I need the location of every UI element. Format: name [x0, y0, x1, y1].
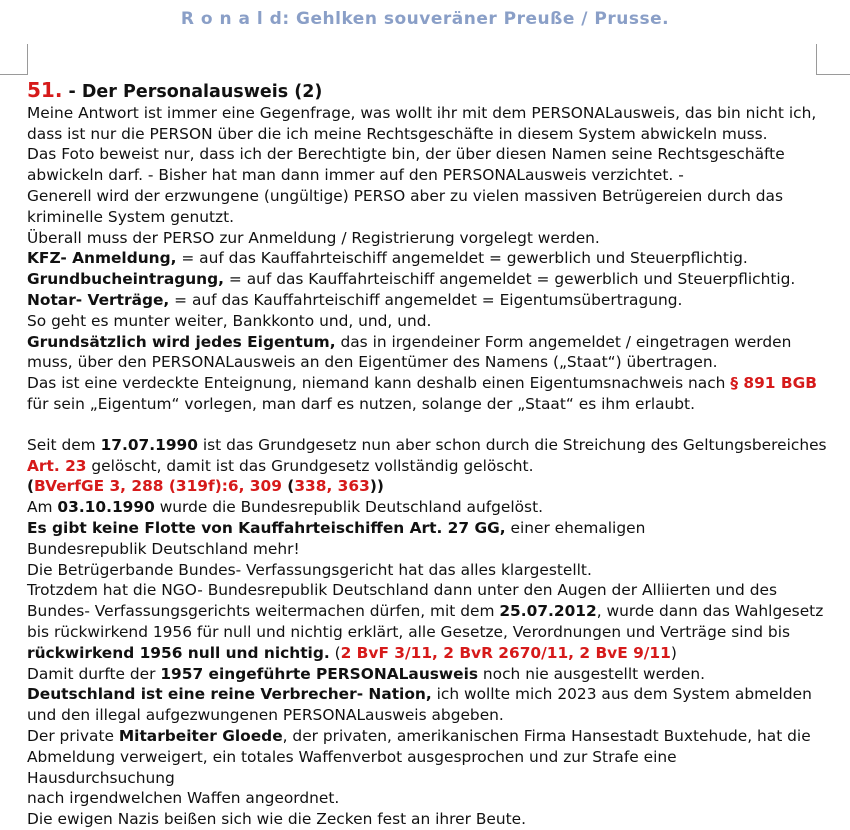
text-span: ))	[369, 477, 384, 496]
chapter-number: 51.	[27, 78, 63, 102]
text-line: Überall muss der PERSO zur Anmeldung / Registrierung vorgelegt werden.	[27, 228, 600, 247]
text-line	[27, 643, 827, 664]
text-line	[27, 518, 827, 539]
text-span: Das ist eine verdeckte Enteignung, niemand kann deshalb einen Eigentumsnachweis nach	[27, 374, 731, 393]
chapter-heading	[27, 80, 827, 103]
text-span: noch nie ausgestellt werden.	[478, 664, 706, 683]
bold-phrase: Mitarbeiter Gloede	[118, 726, 283, 745]
court-citation: 2 BvF 3/11, 2 BvR 2670/11, 2 BvE 9/11	[340, 643, 671, 662]
text-line: So geht es munter weiter, Bankkonto und, und, und.	[27, 311, 432, 330]
bold-phrase: KFZ- Anmeldung,	[27, 249, 177, 268]
text-line: und den illegal aufgezwungenen PERSONALausweis abgeben.	[27, 706, 504, 725]
text-line	[27, 248, 827, 269]
text-line: Meine Antwort ist immer eine Gegenfrage, was wollt ihr mit dem PERSONALausweis, das bin nicht ich,	[27, 103, 817, 122]
text-span: ist das Grundgesetz nun aber schon durch die Streichung des Geltungsbereiches	[197, 435, 827, 454]
text-span: wurde die Bundesrepublik Deutschland aufgelöst.	[154, 498, 544, 517]
bold-phrase: rückwirkend 1956 null und nichtig.	[27, 643, 330, 662]
text-span: (	[329, 643, 341, 662]
text-line: Die ewigen Nazis beißen sich wie die Zecken fest an ihrer Beute.	[27, 810, 527, 829]
text-line	[27, 332, 827, 353]
law-reference: § 891 BGB	[730, 374, 817, 393]
text-span: , wurde dann das Wahlgesetz	[596, 602, 824, 621]
court-citation: BVerfGE 3, 288 (319f):6, 309	[34, 477, 282, 496]
text-line: Abmeldung verweigert, ein totales Waffenverbot ausgesprochen und zur Strafe eine Hausdurchsuchung	[27, 747, 677, 787]
text-span: (	[281, 477, 295, 496]
text-line: bis rückwirkend 1956 für null und nichtig erklärt, alle Gesetze, Verordnungen und Verträge sind bis	[27, 622, 790, 641]
text-line: Trotzdem hat die NGO- Bundesrepublik Deutschland dann unter den Augen der Alliierten und des	[27, 581, 777, 600]
crop-mark-left-vertical	[27, 44, 28, 75]
paragraph-gap	[27, 415, 827, 435]
text-line: Generell wird der erzwungene (ungültige) PERSO aber zu vielen massiven Betrügereien durch das	[27, 186, 784, 205]
bold-phrase: Deutschland ist eine reine Verbrecher- Nation,	[27, 685, 432, 704]
text-line: muss, über den PERSONALausweis an den Eigentümer des Namens („Staat“) übertragen.	[27, 353, 718, 372]
text-line	[27, 435, 827, 456]
text-line	[27, 290, 827, 311]
text-line	[27, 269, 827, 290]
text-span: Seit dem	[27, 435, 101, 454]
text-line: für sein „Eigentum“ vorlegen, man darf es nutzen, solange der „Staat“ es ihm erlaubt.	[27, 394, 695, 413]
chapter-title: - Der Personalausweis (2)	[68, 82, 323, 102]
court-citation: 338, 363	[294, 477, 370, 496]
crop-mark-right-vertical	[816, 44, 817, 75]
text-line: Das Foto beweist nur, dass ich der Berechtigte bin, der über diesen Namen seine Rechtsgeschäfte	[27, 145, 785, 164]
text-span: , der privaten, amerikanischen Firma Hansestadt Buxtehude, hat die	[282, 726, 811, 745]
text-line	[27, 664, 827, 685]
bold-phrase: Grundbucheintragung,	[27, 270, 225, 289]
text-span: Am	[27, 498, 58, 517]
text-span: )	[670, 643, 677, 662]
text-span: = auf das Kauffahrteischiff angemeldet = Eigentumsübertragung.	[169, 290, 683, 309]
crop-mark-left-horizontal	[0, 74, 28, 75]
text-line	[27, 497, 827, 518]
text-span: Der private	[27, 726, 119, 745]
text-line: dass ist nur die PERSON über die ich meine Rechtsgeschäfte in diesem System abwickeln muss.	[27, 124, 768, 143]
text-span: gelöscht, damit ist das Grundgesetz vollständig gelöscht.	[86, 456, 534, 475]
text-line: abwickeln darf. - Bisher hat man dann immer auf den PERSONALausweis verzichtet. -	[27, 166, 684, 185]
law-reference: Art. 23	[27, 456, 87, 475]
text-line	[27, 684, 827, 705]
text-span: einer ehemaligen	[505, 518, 646, 537]
text-span: (	[27, 477, 35, 496]
text-span: ich wollte mich 2023 aus dem System abmelden	[431, 685, 812, 704]
text-line	[27, 601, 827, 622]
bold-phrase: 1957 eingeführte PERSONALausweis	[160, 664, 479, 683]
citation-line	[27, 476, 827, 497]
date: 25.07.2012	[499, 602, 597, 621]
document-body	[27, 80, 827, 830]
page-header: R o n a l d: Gehlken souveräner Preuße / Prusse.	[180, 9, 670, 29]
bold-phrase: Es gibt keine Flotte von Kauffahrteischiffen Art. 27 GG,	[27, 518, 506, 537]
text-line: Die Betrügerbande Bundes- Verfassungsgericht hat das alles klargestellt.	[27, 560, 592, 579]
date: 03.10.1990	[57, 498, 155, 517]
text-span: = auf das Kauffahrteischiff angemeldet = gewerblich und Steuerpflichtig.	[176, 249, 748, 268]
text-span: das in irgendeiner Form angemeldet / eingetragen werden	[335, 332, 792, 351]
text-line: nach irgendwelchen Waffen angeordnet.	[27, 789, 340, 808]
text-span: Bundes- Verfassungsgerichts weitermachen dürfen, mit dem	[27, 602, 500, 621]
text-span: Damit durfte der	[27, 664, 161, 683]
date: 17.07.1990	[100, 435, 198, 454]
bold-phrase: Grundsätzlich wird jedes Eigentum,	[27, 332, 336, 351]
text-line	[27, 726, 827, 747]
text-line: kriminelle System genutzt.	[27, 207, 234, 226]
text-span: = auf das Kauffahrteischiff angemeldet = gewerblich und Steuerpflichtig.	[224, 270, 796, 289]
crop-mark-right-horizontal	[816, 74, 850, 75]
text-line	[27, 456, 827, 477]
text-line	[27, 373, 827, 394]
text-line: Bundesrepublik Deutschland mehr!	[27, 539, 300, 558]
bold-phrase: Notar- Verträge,	[27, 290, 170, 309]
